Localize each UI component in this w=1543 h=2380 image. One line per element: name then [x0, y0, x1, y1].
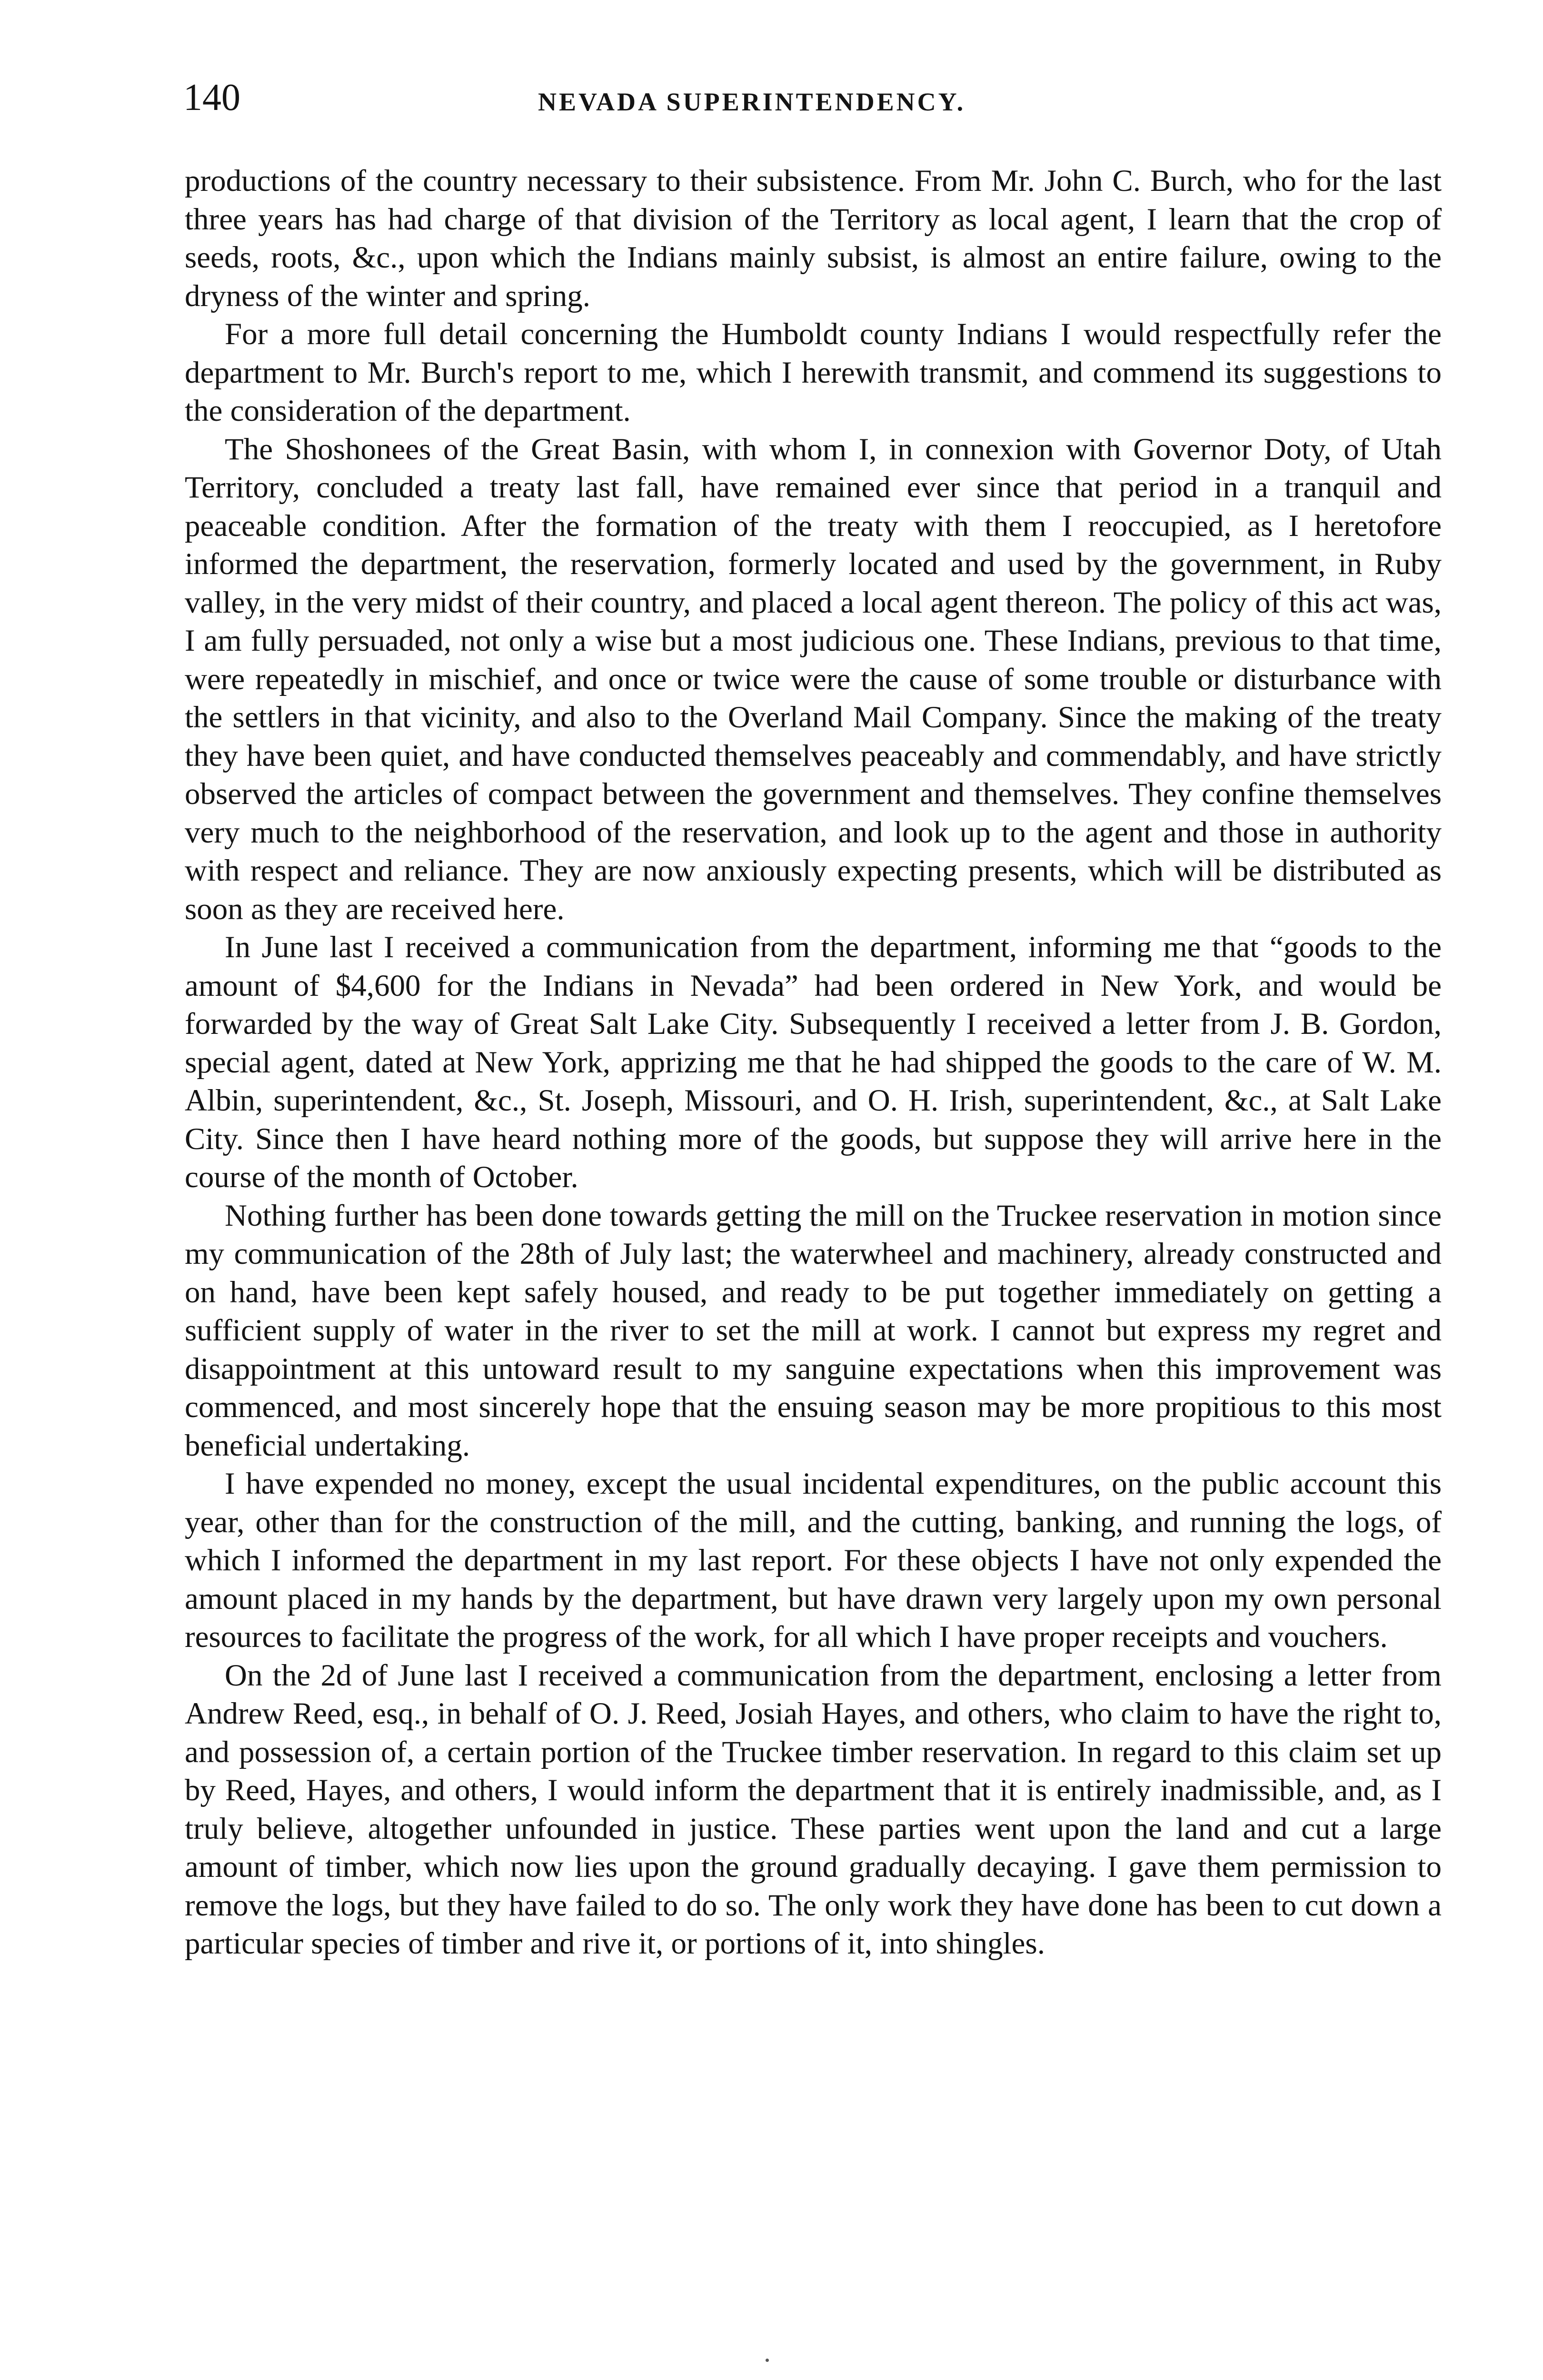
body-text: [185, 162, 1442, 1963]
paragraph-reed-claim: On the 2d of June last I received a communication from the department, enclosing a letter from Andrew Reed, esq., in behalf of O. J. Reed, Josiah Hayes, and others, who claim to have the right to, and possession of, a certain portion of the Truckee timber reservation. In regard to this claim set up by Reed, Hayes, and others, I would inform the department that it is entirely inadmissible, and, as I truly believe, altogether unfounded in justice. These parties went upon the land and cut a large amount of timber, which now lies upon the ground gradually decaying. I gave them permission to remove the logs, but they have failed to do so. The only work they have done has been to cut down a particular species of timber and rive it, or portions of it, into shingles.: [185, 1658, 1442, 1961]
paragraph-expenditures: I have expended no money, except the usual incidental expenditures, on the public account this year, other than for the construction of the mill, and the cutting, banking, and running the logs, of which I informed the department in my last report. For these objects I have not only expended the amount placed in my hands by the department, but have drawn very largely upon my own personal resources to facilitate the progress of the work, for all which I have proper receipts and vouchers.: [185, 1467, 1442, 1654]
ink-dot: [766, 2359, 769, 2362]
paragraph-continuation: productions of the country necessary to their subsistence. From Mr. John C. Burch, who for the last three years has had charge of that division of the Territory as local agent, I learn that the crop of seeds, roots, &c., upon which the Indians mainly subsist, is almost an entire failure, owing to the dryness of the winter and spring.: [185, 164, 1442, 313]
running-head: NEVADA SUPERINTENDENCY.: [538, 88, 966, 116]
page-number: 140: [183, 77, 240, 119]
page-header: [183, 71, 1443, 124]
paragraph-shoshonees: The Shoshonees of the Great Basin, with whom I, in connexion with Governor Doty, of Utah Territory, concluded a treaty last fall, have remained ever since that period in a tranquil and peaceable condition. After the formation of the treaty with them I reoccupied, as I heretofore informed the department, the reservation, formerly located and used by the government, in Ruby valley, in the very midst of their country, and placed a local agent thereon. The policy of this act was, I am fully persuaded, not only a wise but a most judicious one. These Indians, previous to that time, were repeatedly in mischief, and once or twice were the cause of some trouble or disturbance with the settlers in that vicinity, and also to the Overland Mail Company. Since the making of the treaty they have been quiet, and have conducted themselves peaceably and commendably, and have strictly observed the articles of compact between the government and themselves. They confine themselves very much to the neighborhood of the reservation, and look up to the agent and those in authority with respect and reliance. They are now anxiously expecting presents, which will be distributed as soon as they are received here.: [185, 432, 1442, 926]
paragraph-goods-shipment: In June last I received a communication from the department, informing me that “goods to the amount of $4,600 for the Indians in Nevada” had been ordered in New York, and would be forwarded by the way of Great Salt Lake City. Subsequently I received a letter from J. B. Gordon, special agent, dated at New York, apprizing me that he had shipped the goods to the care of W. M. Albin, superintendent, &c., St. Joseph, Missouri, and O. H. Irish, superintendent, &c., at Salt Lake City. Since then I have heard nothing more of the goods, but suppose they will arrive here in the course of the month of October.: [185, 930, 1442, 1194]
paragraph-truckee-mill: Nothing further has been done towards getting the mill on the Truckee reservation in motion since my communication of the 28th of July last; the waterwheel and machinery, already constructed and on hand, have been kept safely housed, and ready to be put together immediately on getting a sufficient supply of water in the river to set the mill at work. I cannot but express my regret and disappointment at this untoward result to my sanguine expectations when this improvement was commenced, and most sincerely hope that the ensuing season may be more propitious to this most beneficial undertaking.: [185, 1198, 1442, 1463]
paragraph-humboldt-indians: For a more full detail concerning the Humboldt county Indians I would respectfully refer the department to Mr. Burch's report to me, which I herewith transmit, and commend its suggestions to the consideration of the department.: [185, 317, 1442, 428]
